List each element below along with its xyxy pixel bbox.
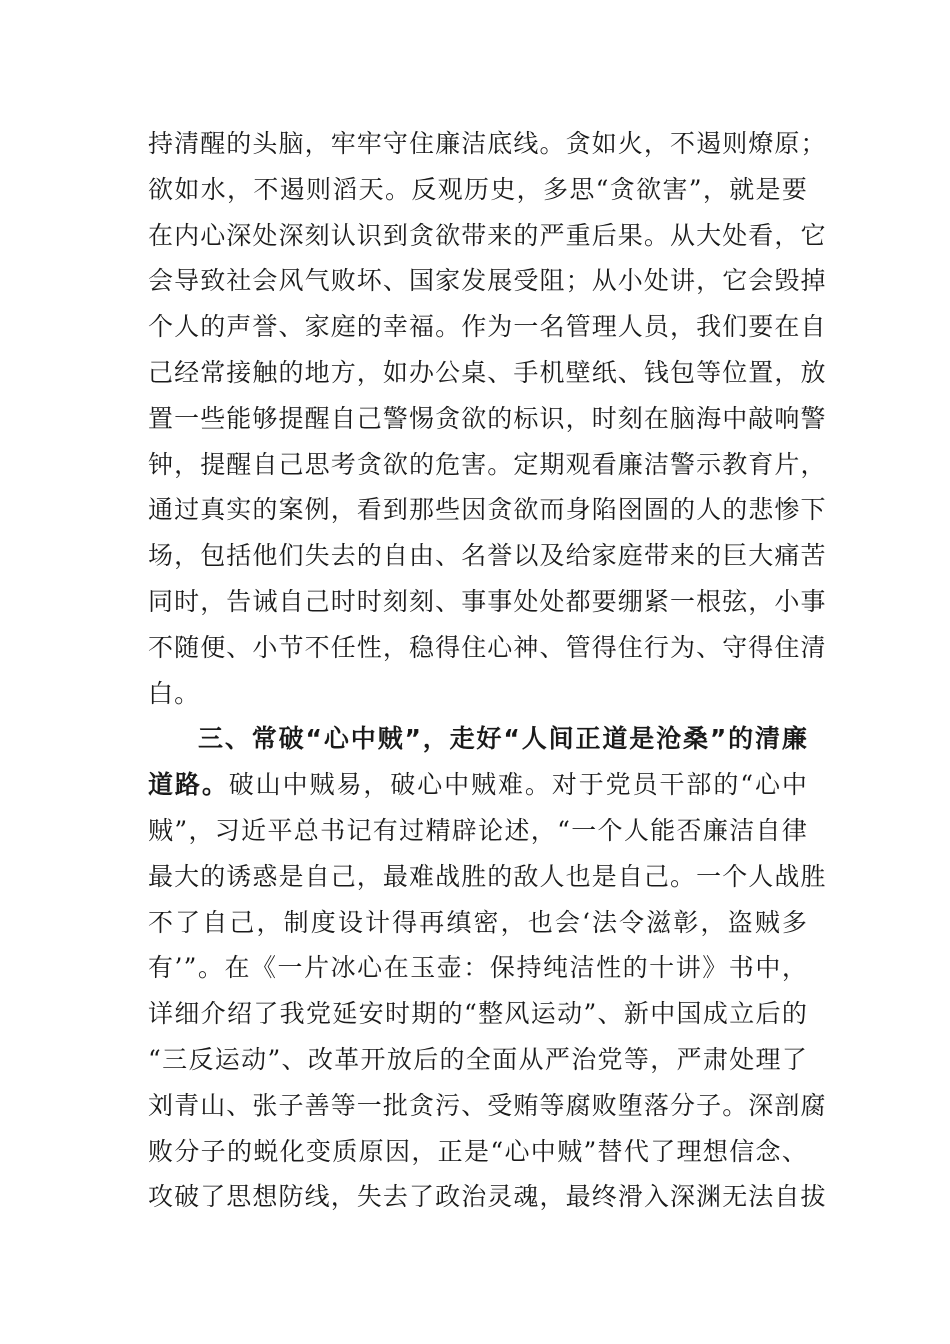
text-line: “三反运动”、改革开放后的全面从严治党等，严肃处理了 [148, 1044, 808, 1074]
text-line: 钟，提醒自己思考贪欲的危害。定期观看廉洁警示教育片， [148, 449, 827, 479]
text-line: 不了自己，制度设计得再缜密，也会‘法令滋彰，盗贼多 [148, 907, 808, 937]
body-text [148, 121, 827, 1220]
section-heading: 三、常破“心中贼”，走好“人间正道是沧桑”的清廉 [198, 724, 808, 754]
text-line: 详细介绍了我党延安时期的“整风运动”、新中国成立后的 [148, 999, 808, 1029]
text-line: 会导致社会风气败坏、国家发展受阻；从小处讲，它会毁掉 [148, 266, 827, 296]
text-line: 不随便、小节不任性，稳得住心神、管得住行为、守得住清 [148, 632, 827, 662]
text-line: 己经常接触的地方，如办公桌、手机壁纸、钱包等位置，放 [148, 357, 827, 387]
text-line: 最大的诱惑是自己，最难战胜的敌人也是自己。一个人战胜 [148, 861, 827, 891]
text-line: 个人的声誉、家庭的幸福。作为一名管理人员，我们要在自 [148, 312, 827, 342]
text-line: 置一些能够提醒自己警惕贪欲的标识，时刻在脑海中敲响警 [148, 403, 827, 433]
text-line: 欲如水，不遏则滔天。反观历史，多思“贪欲害”，就是要 [148, 174, 808, 204]
text-line-rest: 破山中贼易，破心中贼难。对于党员干部的“心中 [228, 770, 808, 800]
text-line: 通过真实的案例，看到那些因贪欲而身陷囹圄的人的悲惨下 [148, 495, 827, 525]
text-line: 有’”。在《一片冰心在玉壶：保持纯洁性的十讲》书中， [148, 953, 808, 983]
text-line [148, 762, 808, 808]
text-line: 贼”，习近平总书记有过精辟论述，“一个人能否廉洁自律 [148, 815, 808, 845]
text-line: 刘青山、张子善等一批贪污、受贿等腐败堕落分子。深剖腐 [148, 1090, 827, 1120]
section-heading-continued: 道路。 [148, 770, 229, 800]
text-line: 败分子的蜕化变质原因，正是“心中贼”替代了理想信念、 [148, 1136, 808, 1166]
text-line: 攻破了思想防线，失去了政治灵魂，最终滑入深渊无法自拔 [148, 1182, 827, 1212]
text-line: 白。 [148, 678, 201, 708]
text-line: 持清醒的头脑，牢牢守住廉洁底线。贪如火，不遏则燎原； [148, 129, 827, 158]
text-line: 在内心深处深刻认识到贪欲带来的严重后果。从大处看，它 [148, 220, 827, 250]
text-line: 场，包括他们失去的自由、名誉以及给家庭带来的巨大痛苦 [148, 541, 827, 571]
text-line: 同时，告诫自己时时刻刻、事事处处都要绷紧一根弦，小事 [148, 586, 827, 616]
